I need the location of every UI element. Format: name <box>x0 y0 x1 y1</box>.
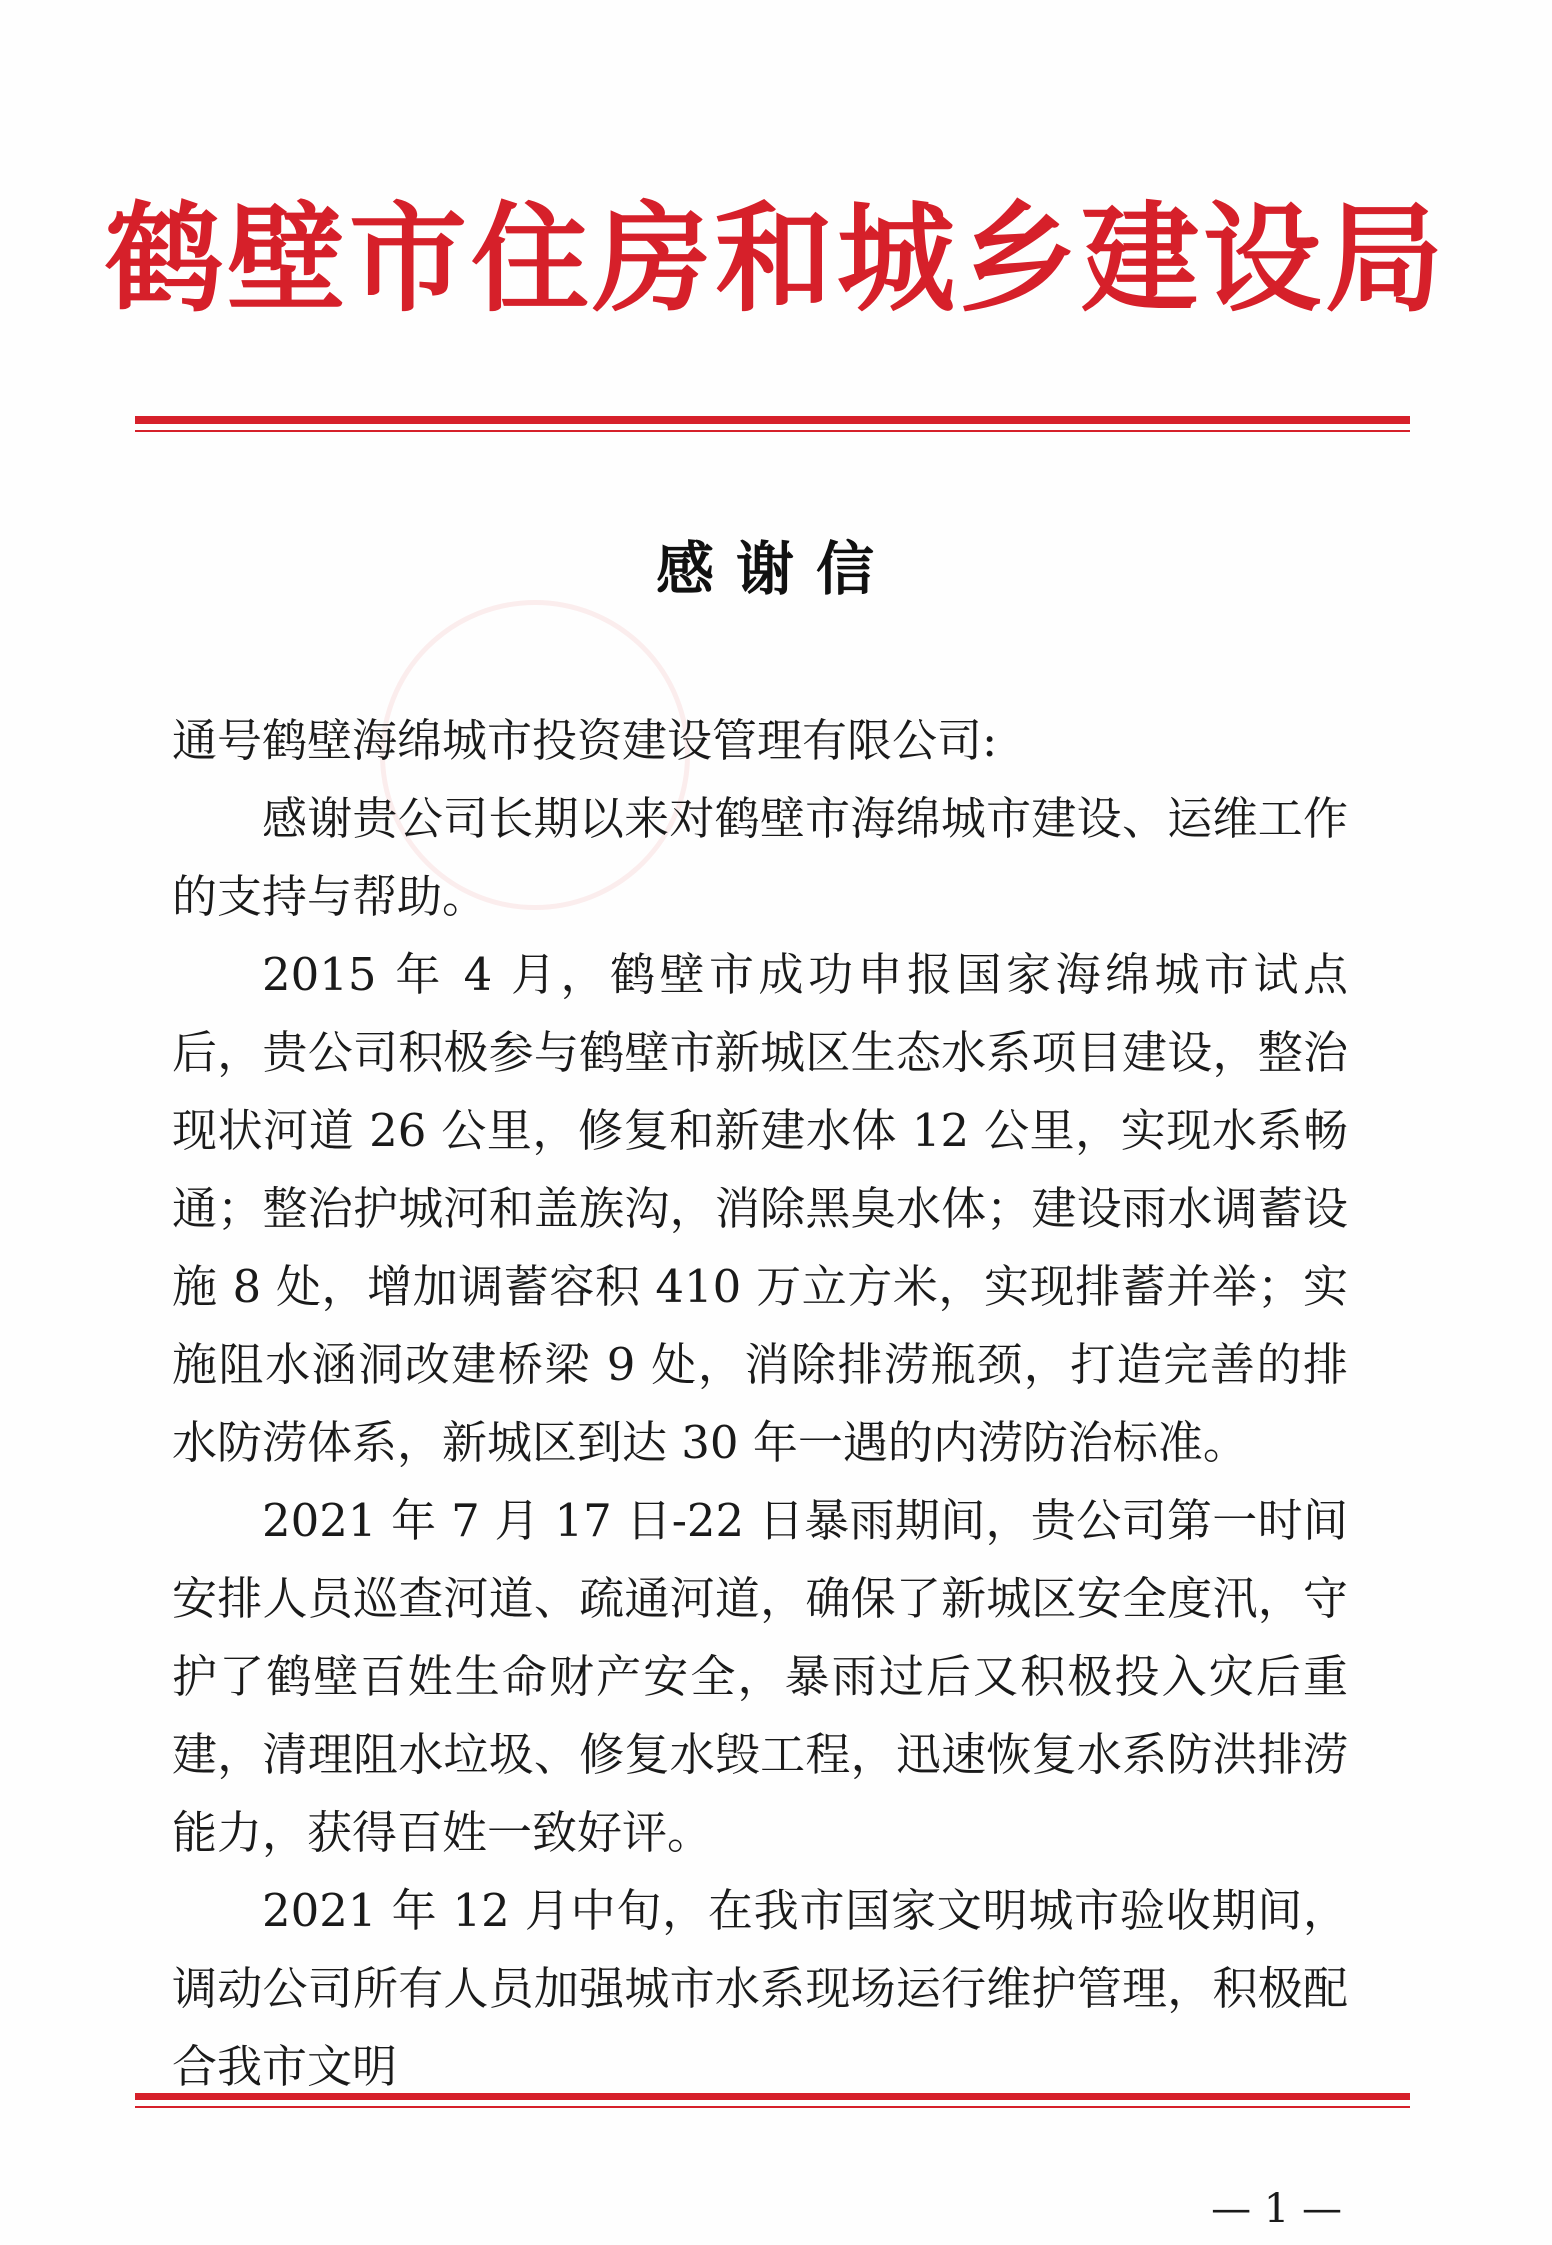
document-title: 感谢信 <box>655 535 896 603</box>
paragraph: 2015 年 4 月，鹤壁市成功申报国家海绵城市试点后，贵公司积极参与鹤壁市新城区生态水系项目建设，整治现状河道 26 公里，修复和新建水体 12 公里，实现水系畅通；整治护城河和盖族沟，消除黑臭水体；建设雨水调蓄设施 8 处，增加调蓄容积 410 万立方米，实现排蓄并举；实施阻水涵洞改建桥梁 9 处，消除排涝瓶颈，打造完善的排水防涝体系，新城区到达 30 年一遇的内涝防治标准。 <box>172 948 1348 1469</box>
paragraph: 2021 年 12 月中旬，在我市国家文明城市验收期间，调动公司所有人员加强城市水系现场运行维护管理，积极配合我市文明 <box>172 1884 1348 2093</box>
letterhead-red-rule <box>135 416 1410 424</box>
letterhead-red-rule-thin <box>135 430 1410 432</box>
footer-red-rule-thin <box>135 2106 1410 2108</box>
paragraph: 感谢贵公司长期以来对鹤壁市海绵城市建设、运维工作的支持与帮助。 <box>172 792 1348 923</box>
letterhead-agency-name: 鹤壁市住房和城乡建设局 <box>104 189 1447 328</box>
salutation: 通号鹤壁海绵城市投资建设管理有限公司: <box>172 714 998 767</box>
page-number: — 1 — <box>1211 2186 1342 2232</box>
footer-red-rule <box>135 2093 1410 2100</box>
document-body <box>172 702 1348 2106</box>
paragraph: 2021 年 7 月 17 日-22 日暴雨期间，贵公司第一时间安排人员巡查河道、疏通河道，确保了新城区安全度汛，守护了鹤壁百姓生命财产安全，暴雨过后又积极投入灾后重建，清理阻水垃圾、修复水毁工程，迅速恢复水系防洪排涝能力，获得百姓一致好评。 <box>172 1494 1348 1859</box>
